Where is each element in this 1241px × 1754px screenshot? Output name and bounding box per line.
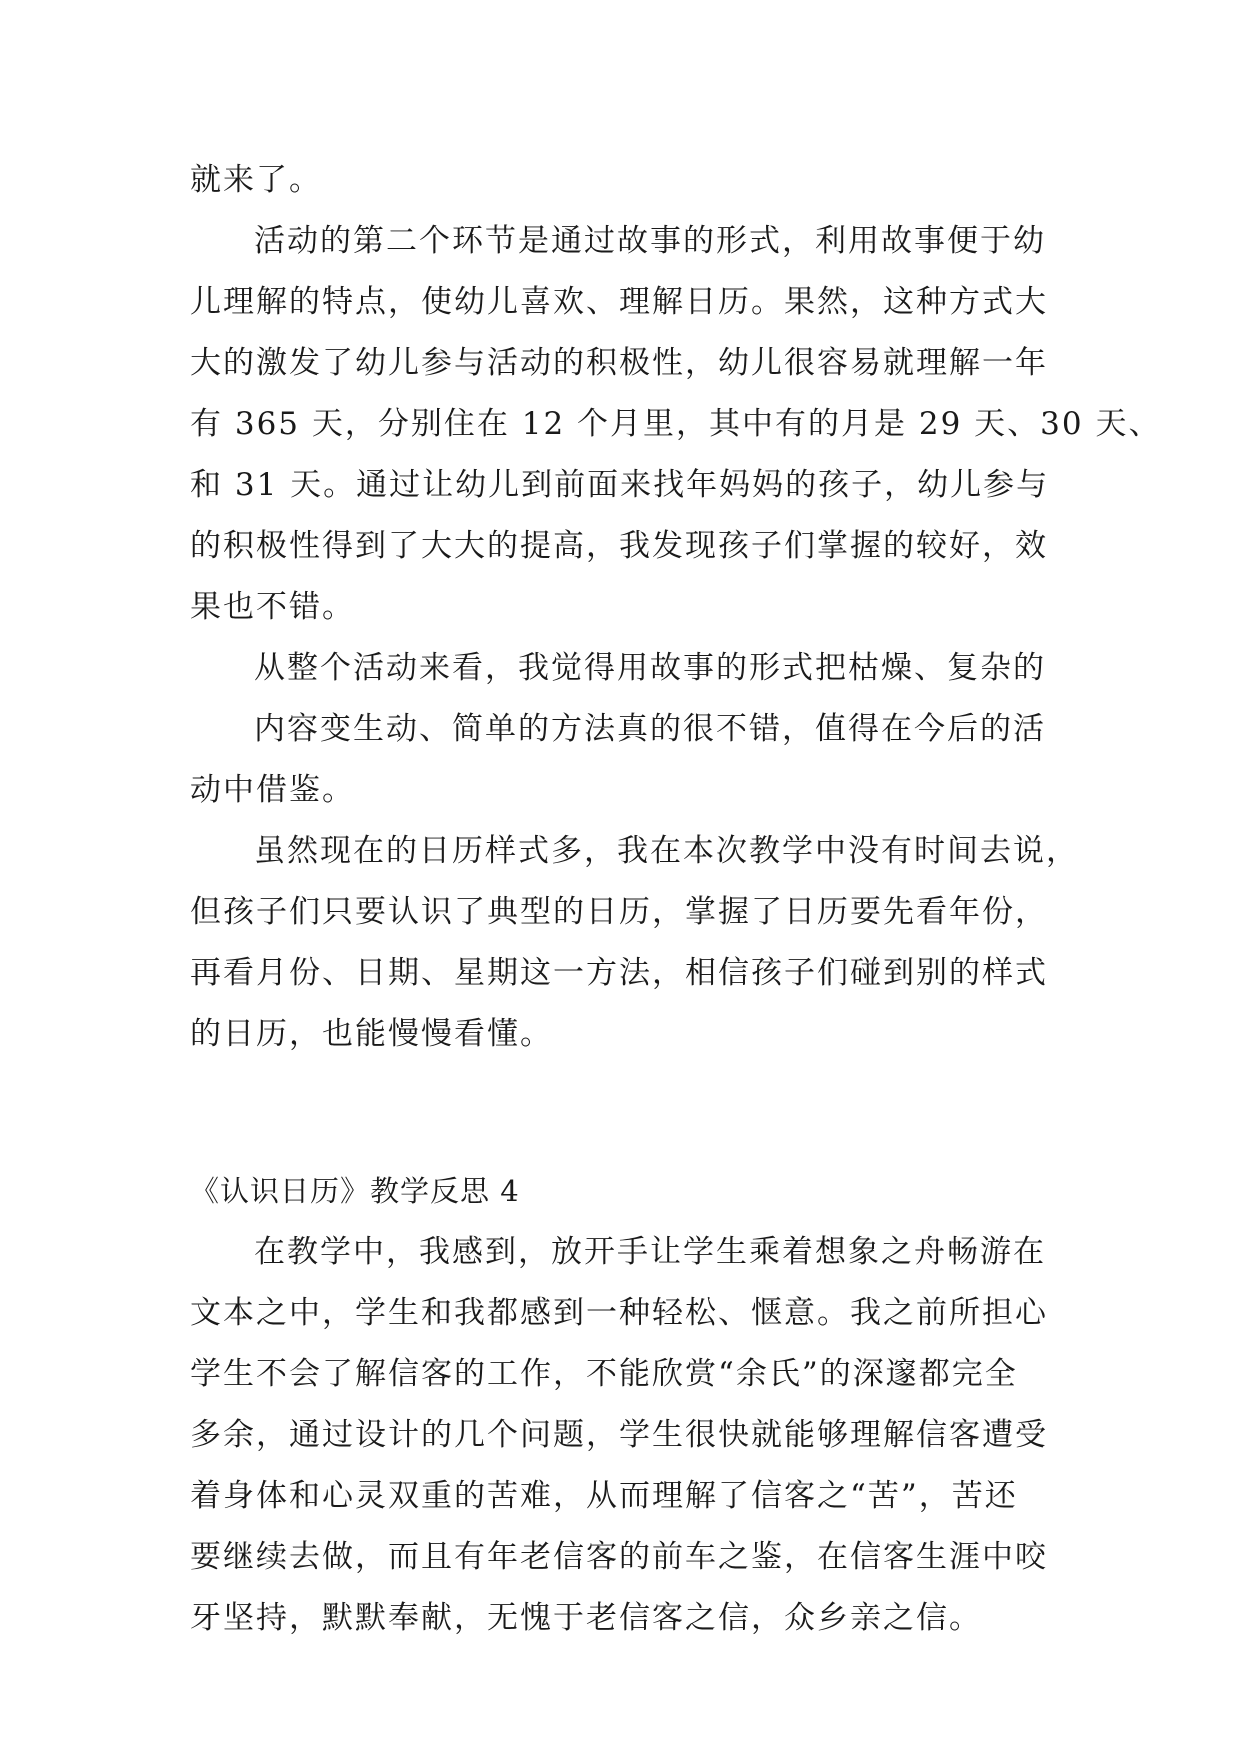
- text-line: 多余，通过设计的几个问题，学生很快就能够理解信客遭受: [190, 1417, 1048, 1453]
- text-line: 要继续去做，而且有年老信客的前车之鉴，在信客生涯中咬: [190, 1539, 1048, 1575]
- text-line: 着身体和心灵双重的苦难，从而理解了信客之“苦”，苦还: [190, 1478, 1018, 1514]
- text-line: 活动的第二个环节是通过故事的形式，利用故事便于幼: [254, 223, 1046, 259]
- paragraph-overall-view: [190, 638, 1060, 821]
- text-line: 在教学中，我感到，放开手让学生乘着想象之舟畅游在: [254, 1234, 1046, 1270]
- document-page: [190, 150, 1162, 1649]
- text-line: 文本之中，学生和我都感到一种轻松、惬意。我之前所担心: [190, 1295, 1048, 1331]
- text-line: 内容变生动、简单的方法真的很不错，值得在今后的活: [254, 711, 1046, 747]
- text-line: 但孩子们只要认识了典型的日历，掌握了日历要先看年份，: [190, 894, 1048, 930]
- paragraph-calendar-styles: [190, 821, 1079, 1065]
- text-line: 和 31 天。通过让幼儿到前面来找年妈妈的孩子，幼儿参与: [190, 467, 1050, 503]
- paragraph-teaching-reflection: [190, 1222, 1060, 1649]
- text-line: 学生不会了解信客的工作，不能欣赏“余氏”的深邃都完全: [190, 1356, 1018, 1392]
- text-line: 牙坚持，默默奉献，无愧于老信客之信，众乡亲之信。: [190, 1600, 982, 1636]
- paragraph-story-activity: [190, 211, 1162, 638]
- text-line: 动中借鉴。: [190, 772, 355, 808]
- text-line: 大的激发了幼儿参与活动的积极性，幼儿很容易就理解一年: [190, 345, 1048, 381]
- text-line: 果也不错。: [190, 589, 355, 625]
- text-line: 再看月份、日期、星期这一方法，相信孩子们碰到别的样式: [190, 955, 1048, 991]
- section-title: 《认识日历》教学反思 4: [190, 1174, 520, 1208]
- section-gap: [190, 1065, 1060, 1161]
- text-line: 的积极性得到了大大的提高，我发现孩子们掌握的较好，效: [190, 528, 1048, 564]
- text-line: 的日历，也能慢慢看懂。: [190, 1016, 553, 1052]
- text-line: 虽然现在的日历样式多，我在本次教学中没有时间去说，: [254, 833, 1079, 869]
- text-line: 就来了。: [190, 162, 322, 198]
- text-line: 有 365 天，分别住在 12 个月里，其中有的月是 29 天、30 天、: [190, 406, 1162, 442]
- paragraph-continuation: [190, 150, 1060, 211]
- text-line: 从整个活动来看，我觉得用故事的形式把枯燥、复杂的: [254, 650, 1046, 686]
- text-line: 儿理解的特点，使幼儿喜欢、理解日历。果然，这种方式大: [190, 284, 1048, 320]
